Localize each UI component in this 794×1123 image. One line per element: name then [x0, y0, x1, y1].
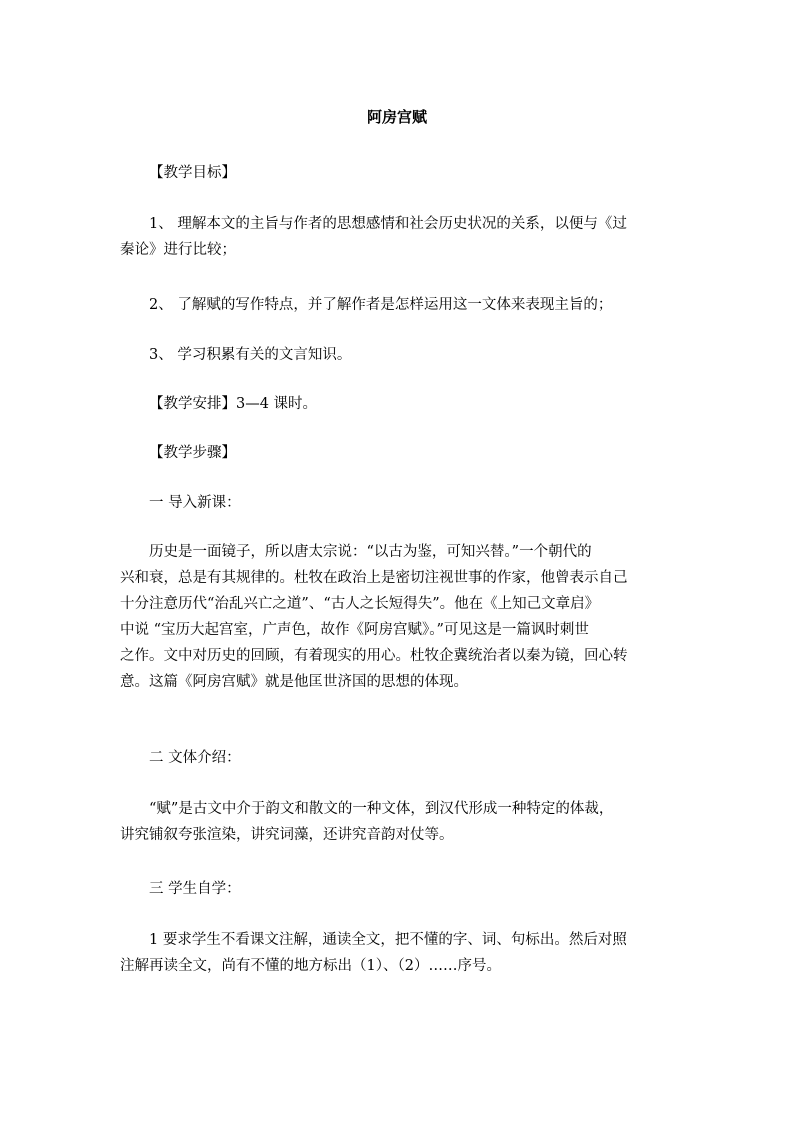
schedule: 【教学安排】3—4 课时。 [149, 396, 318, 412]
intro-paragraph: 历史是一面镜子，所以唐太宗说：“以古为鉴，可知兴替。”一个朝代的 兴和衰，总是有其规律的。杜牧在政治上是密切注视世事的作家，他曾表示自己 十分注意历代“治乱兴亡之道”、“古人之长短得失”。他在《上知己文章启》 中说 “宝历大起宫室，广声色，故作《阿房宫赋》。”可见这是一篇讽时刺世 之作。文中对历史的回顾，有着现实的用心。杜牧企冀统治者以秦为镜，回心转 意。这篇《阿房宫赋》就是他匡世济国的思想的体现。 [120, 544, 628, 690]
goal-1: 1、 理解本文的主旨与作者的思想感情和社会历史状况的关系，以便与《过 秦论》进行比较； [120, 216, 627, 258]
genre-paragraph: “赋”是古文中介于韵文和散文的一种文体，到汉代形成一种特定的体裁， 讲究铺叙夸张渲染，讲究词藻，还讲究音韵对仗等。 [120, 801, 614, 843]
self-study-paragraph: 1 要求学生不看课文注解，通读全文，把不懂的字、词、句标出。然后对照 注解再读全文，尚有不懂的地方标出（1）、（2）……序号。 [120, 932, 627, 974]
goal-2: 2、 了解赋的写作特点，并了解作者是怎样运用这一文体来表现主旨的； [149, 297, 613, 313]
goals-heading: 【教学目标】 [149, 165, 236, 181]
goal-3: 3、 学习积累有关的文言知识。 [149, 347, 352, 363]
steps-heading: 【教学步骤】 [149, 445, 236, 461]
step-3-heading: 三 学生自学： [149, 881, 241, 897]
step-1-heading: 一 导入新课： [149, 495, 241, 511]
document-title: 阿房宫赋 [366, 108, 427, 126]
step-2-heading: 二 文体介绍： [149, 750, 241, 766]
